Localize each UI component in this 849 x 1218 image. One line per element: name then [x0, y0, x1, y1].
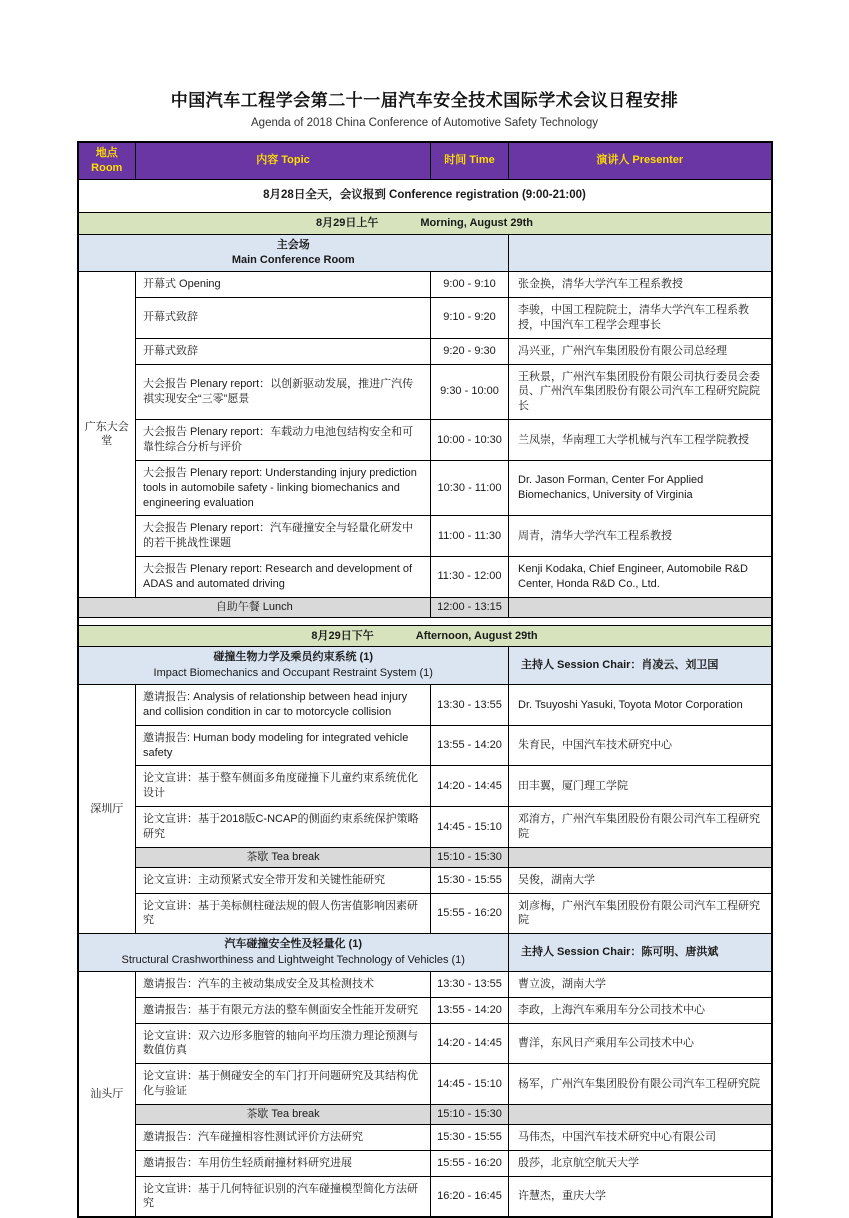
lunch-label: 自助午餐 Lunch: [78, 597, 431, 617]
topic-cell: 开幕式致辞: [136, 298, 431, 339]
topic-cell: 论文宣讲：双六边形多胞管的轴向平均压溃力理论预测与数值仿真: [136, 1023, 431, 1064]
time-cell: 13:55 - 14:20: [431, 997, 509, 1023]
topic-cell: 大会报告 Plenary report：以创新驱动发展，推进广汽传祺实现安全“三零”愿景: [136, 364, 431, 420]
session1-row: [78, 807, 772, 848]
col-header-time: 时间 Time: [431, 142, 509, 179]
time-cell: 13:30 - 13:55: [431, 685, 509, 726]
topic-cell: 邀请报告：汽车的主被动集成安全及其检测技术: [136, 971, 431, 997]
plenary-row: [78, 516, 772, 557]
main-room-empty-cell: [509, 234, 772, 272]
plenary-row: [78, 364, 772, 420]
session1-row: [78, 893, 772, 934]
topic-cell: 论文宣讲：基于美标侧柱碰法规的假人伤害值影响因素研究: [136, 893, 431, 934]
topic-cell: 开幕式 Opening: [136, 272, 431, 298]
presenter-cell: 兰凤崇，华南理工大学机械与汽车工程学院教授: [509, 420, 772, 461]
session1-row: [78, 867, 772, 893]
registration-text: 8月28日全天，会议报到 Conference registration (9:00-21:00): [78, 179, 772, 212]
main-room-header-row: [78, 234, 772, 272]
presenter-cell: 殷莎，北京航空航天大学: [509, 1150, 772, 1176]
room-label-session2: 汕头厅: [78, 971, 136, 1217]
session2-title-en: Structural Crashworthiness and Lightweight Technology of Vehicles (1): [121, 954, 465, 967]
time-cell: 11:00 - 11:30: [431, 516, 509, 557]
session2-title: [78, 934, 509, 972]
topic-cell: 开幕式致辞: [136, 338, 431, 364]
session2-row: [78, 1150, 772, 1176]
session1-chair: 主持人 Session Chair：肖凌云、刘卫国: [509, 647, 772, 685]
conference-title: 中国汽车工程学会第二十一届汽车安全技术国际学术会议日程安排: [170, 91, 679, 110]
time-cell: 14:45 - 15:10: [431, 807, 509, 848]
afternoon-band-row: [78, 625, 772, 647]
topic-cell: 邀请报告：基于有限元方法的整车侧面安全性能开发研究: [136, 997, 431, 1023]
plenary-row: [78, 460, 772, 516]
topic-cell: 大会报告 Plenary report：汽车碰撞安全与轻量化研发中的若干挑战性课题: [136, 516, 431, 557]
session2-row: [78, 1064, 772, 1105]
presenter-cell: 田丰翼，厦门理工学院: [509, 766, 772, 807]
col-header-presenter: 演讲人 Presenter: [509, 142, 772, 179]
time-cell: 14:45 - 15:10: [431, 1064, 509, 1105]
presenter-cell: Kenji Kodaka, Chief Engineer, Automobile R&D Center, Honda R&D Co., Ltd.: [509, 557, 772, 598]
topic-cell: 邀请报告：车用仿生轻质耐撞材料研究进展: [136, 1150, 431, 1176]
time-cell: 15:55 - 16:20: [431, 893, 509, 934]
session1-title: [78, 647, 509, 685]
presenter-cell: 邓淯方，广州汽车集团股份有限公司汽车工程研究院: [509, 807, 772, 848]
topic-cell: 邀请报告: Human body modeling for integrated vehicle safety: [136, 725, 431, 766]
main-room-title-en: Main Conference Room: [231, 254, 355, 267]
tea-break-label: 茶歇 Tea break: [136, 1104, 431, 1124]
presenter-cell: 张金换，清华大学汽车工程系教授: [509, 272, 772, 298]
tea-break-time: 15:10 - 15:30: [431, 1104, 509, 1124]
room-label-plenary: 广东大会堂: [78, 272, 136, 598]
topic-cell: 论文宣讲：基于侧碰安全的车门打开问题研究及其结构优化与验证: [136, 1064, 431, 1105]
agenda-table: [77, 141, 773, 1218]
afternoon-band-en: Afternoon, August 29th: [415, 629, 538, 642]
topic-cell: 论文宣讲：基于2018版C-NCAP的侧面约束系统保护策略研究: [136, 807, 431, 848]
col-header-topic: 内容 Topic: [136, 142, 431, 179]
plenary-row: [78, 557, 772, 598]
time-cell: 14:20 - 14:45: [431, 1023, 509, 1064]
presenter-cell: 刘彦梅，广州汽车集团股份有限公司汽车工程研究院: [509, 893, 772, 934]
topic-cell: 邀请报告：汽车碰撞相容性测试评价方法研究: [136, 1124, 431, 1150]
morning-band-cn: 8月29日上午: [316, 216, 379, 229]
plenary-row: [78, 272, 772, 298]
session2-row: [78, 1124, 772, 1150]
tea-break-empty-cell: [509, 1104, 772, 1124]
tea-break-label: 茶歇 Tea break: [136, 847, 431, 867]
time-cell: 11:30 - 12:00: [431, 557, 509, 598]
session2-tea-break-row: [78, 1104, 772, 1124]
topic-cell: 大会报告 Plenary report: Understanding injury prediction tools in automobile safety - linking biomechanics and engineering evaluation: [136, 460, 431, 516]
spacer-cell: [78, 617, 772, 625]
session2-row: [78, 971, 772, 997]
registration-row: [78, 179, 772, 212]
time-cell: 15:30 - 15:55: [431, 1124, 509, 1150]
time-cell: 9:10 - 9:20: [431, 298, 509, 339]
presenter-cell: 马伟杰，中国汽车技术研究中心有限公司: [509, 1124, 772, 1150]
time-cell: 9:20 - 9:30: [431, 338, 509, 364]
presenter-cell: 冯兴亚，广州汽车集团股份有限公司总经理: [509, 338, 772, 364]
col-header-room: 地点 Room: [78, 142, 136, 179]
presenter-cell: 王秋景，广州汽车集团股份有限公司执行委员会委员、广州汽车集团股份有限公司汽车工程研究院院长: [509, 364, 772, 420]
session1-row: [78, 766, 772, 807]
time-cell: 13:30 - 13:55: [431, 971, 509, 997]
presenter-cell: 许慧杰，重庆大学: [509, 1176, 772, 1217]
main-room-title-cn: 主会场: [276, 238, 310, 251]
session2-title-cn: 汽车碰撞安全性及轻量化 (1): [224, 938, 362, 951]
session1-row: [78, 685, 772, 726]
room-label-session1: 深圳厅: [78, 685, 136, 934]
plenary-row: [78, 338, 772, 364]
presenter-cell: 杨军，广州汽车集团股份有限公司汽车工程研究院: [509, 1064, 772, 1105]
session2-row: [78, 1176, 772, 1217]
session2-row: [78, 997, 772, 1023]
presenter-cell: 吴俊，湖南大学: [509, 867, 772, 893]
topic-cell: 论文宣讲：基于整车侧面多角度碰撞下儿童约束系统优化设计: [136, 766, 431, 807]
time-cell: 16:20 - 16:45: [431, 1176, 509, 1217]
presenter-cell: 李骏，中国工程院院士，清华大学汽车工程系教授，中国汽车工程学会理事长: [509, 298, 772, 339]
presenter-cell: Dr. Jason Forman, Center For Applied Biomechanics, University of Virginia: [509, 460, 772, 516]
topic-cell: 邀请报告: Analysis of relationship between head injury and collision condition in car to motorcycle collision: [136, 685, 431, 726]
main-room-title: [78, 234, 509, 272]
time-cell: 9:00 - 9:10: [431, 272, 509, 298]
topic-cell: 论文宣讲：基于几何特征识别的汽车碰撞模型简化方法研究: [136, 1176, 431, 1217]
afternoon-band-cn: 8月29日下午: [311, 629, 374, 642]
plenary-row: [78, 420, 772, 461]
session1-row: [78, 725, 772, 766]
lunch-time: 12:00 - 13:15: [431, 597, 509, 617]
time-cell: 10:00 - 10:30: [431, 420, 509, 461]
presenter-cell: 周青，清华大学汽车工程系教授: [509, 516, 772, 557]
session2-row: [78, 1023, 772, 1064]
time-cell: 13:55 - 14:20: [431, 725, 509, 766]
session1-title-en: Impact Biomechanics and Occupant Restraint System (1): [153, 667, 433, 680]
presenter-cell: 曹洋，东风日产乘用车公司技术中心: [509, 1023, 772, 1064]
tea-break-time: 15:10 - 15:30: [431, 847, 509, 867]
morning-band-row: [78, 212, 772, 234]
presenter-cell: 朱育民，中国汽车技术研究中心: [509, 725, 772, 766]
topic-cell: 论文宣讲：主动预紧式安全带开发和关键性能研究: [136, 867, 431, 893]
session2-header-row: [78, 934, 772, 972]
morning-band-en: Morning, August 29th: [420, 216, 533, 229]
conference-subtitle: Agenda of 2018 China Conference of Automotive Safety Technology: [251, 117, 598, 129]
time-cell: 9:30 - 10:00: [431, 364, 509, 420]
presenter-cell: Dr. Tsuyoshi Yasuki, Toyota Motor Corporation: [509, 685, 772, 726]
time-cell: 15:55 - 16:20: [431, 1150, 509, 1176]
plenary-row: [78, 298, 772, 339]
topic-cell: 大会报告 Plenary report：车载动力电池包结构安全和可靠性综合分析与评价: [136, 420, 431, 461]
presenter-cell: 李政，上海汽车乘用车分公司技术中心: [509, 997, 772, 1023]
morning-band: [78, 212, 772, 234]
afternoon-band: [78, 625, 772, 647]
session1-tea-break-row: [78, 847, 772, 867]
presenter-cell: 曹立波，湖南大学: [509, 971, 772, 997]
session2-chair: 主持人 Session Chair：陈可明、唐洪斌: [509, 934, 772, 972]
lunch-row: [78, 597, 772, 617]
session1-header-row: [78, 647, 772, 685]
column-header-row: [78, 142, 772, 179]
topic-cell: 大会报告 Plenary report: Research and development of ADAS and automated driving: [136, 557, 431, 598]
time-cell: 10:30 - 11:00: [431, 460, 509, 516]
session1-title-cn: 碰撞生物力学及乘员约束系统 (1): [213, 651, 373, 664]
tea-break-empty-cell: [509, 847, 772, 867]
lunch-empty-cell: [509, 597, 772, 617]
spacer-row: [78, 617, 772, 625]
time-cell: 14:20 - 14:45: [431, 766, 509, 807]
time-cell: 15:30 - 15:55: [431, 867, 509, 893]
